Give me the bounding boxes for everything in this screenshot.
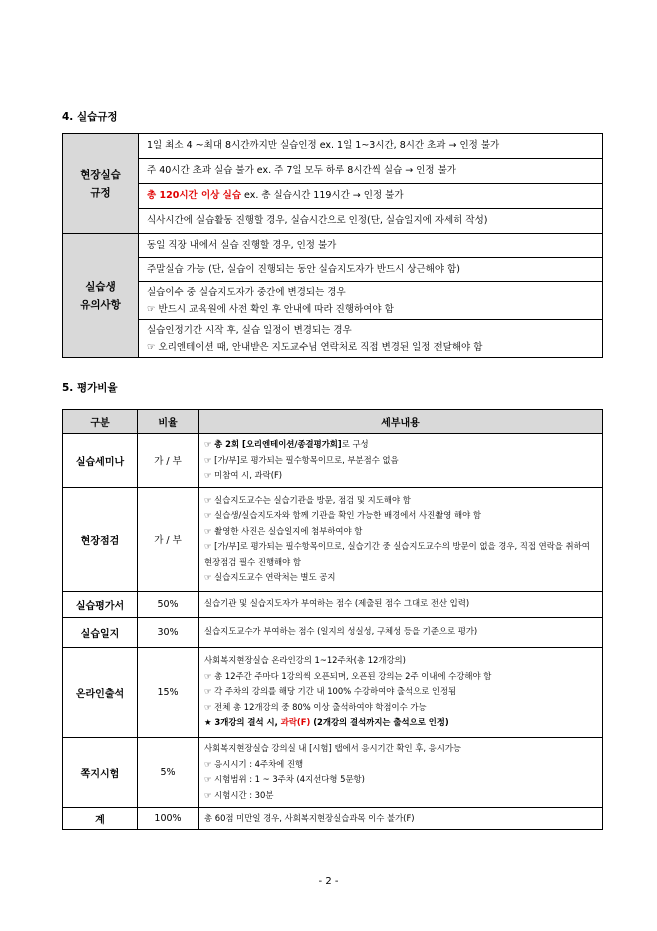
detail-line: ☞ [가/부]로 평가되는 필수항목이므로, 부분점수 없음 [204, 454, 399, 465]
rules-category-line2: 유의사항 [80, 298, 121, 311]
eval-name: 현장점검 [63, 487, 138, 591]
detail-red: 과락(F) [280, 717, 311, 728]
detail-line: ☞ 실습지도교수 연락처는 별도 공지 [204, 572, 336, 582]
detail-line: 실습기관 및 실습지도자가 부여하는 점수 (제출된 점수 그대로 전산 입력) [204, 598, 470, 609]
detail-line: ☞ 미참여 시, 과락(F) [204, 470, 283, 480]
rule-item-highlight: 총 120시간 이상 실습 [147, 190, 241, 201]
detail-line [204, 715, 597, 731]
detail-suffix: 로 구성 [341, 439, 369, 449]
rule-item: 1일 최소 4 ~최대 8시간까지만 실습인정 ex. 1일 1~3시간, 8시간 초과 → 인정 불가 [139, 134, 603, 159]
section4-title: 4. 실습규정 [62, 111, 118, 123]
eval-details [199, 591, 603, 617]
detail-line: 총 60점 미만일 경우, 사회복지현장실습과목 이수 불가(F) [204, 812, 415, 823]
practice-rules-table [62, 133, 603, 358]
rules-category-line2: 규정 [90, 186, 111, 199]
rule-item [139, 184, 603, 209]
eval-details [199, 434, 603, 488]
rule-item-rest: ex. 총 실습시간 119시간 → 인정 불가 [241, 190, 404, 201]
eval-ratio: 가 / 부 [138, 487, 199, 591]
rules-category-cell [63, 134, 139, 234]
rule-item-line: ☞ 반드시 교육원에 사전 확인 후 안내에 따라 진행하여야 함 [147, 303, 394, 315]
rule-item: 동일 직장 내에서 실습 진행할 경우, 인정 불가 [139, 234, 603, 258]
detail-bold: 총 2회 [오리엔테이션/종결평가회] [214, 439, 342, 449]
detail-prefix: ★ 3개강의 결석 시, [204, 717, 281, 728]
eval-ratio: 가 / 부 [138, 434, 199, 488]
rule-item: 주말실습 가능 (단, 실습이 진행되는 동안 실습지도자가 반드시 상근해야 함) [139, 258, 603, 282]
eval-details [199, 617, 603, 647]
rules-category-line1: 현장실습 [80, 168, 121, 181]
eval-ratio: 15% [138, 647, 199, 737]
detail-line: ☞ 응시시기 : 4주차에 진행 [204, 758, 304, 769]
section5-title: 5. 평가비율 [62, 382, 118, 394]
detail-suffix: (2개강의 결석까지는 출석으로 인정) [310, 717, 449, 728]
rules-category-line1: 실습생 [85, 280, 116, 293]
eval-ratio: 100% [138, 807, 199, 830]
rule-item-line: 실습인정기간 시작 후, 실습 일정이 변경되는 경우 [147, 324, 352, 336]
detail-line: ☞ 실습지도교수는 실습기관을 방문, 점검 및 지도해야 함 [204, 494, 411, 505]
rule-item: 식사시간에 실습활동 진행할 경우, 실습시간으로 인정(단, 실습일지에 자세히 작성) [139, 209, 603, 234]
header-category: 구분 [63, 410, 138, 434]
evaluation-ratio-table [62, 409, 603, 830]
detail-line: ☞ 시험범위 : 1 ~ 3주차 (4지선다형 5문항) [204, 774, 365, 784]
rule-item: 주 40시간 초과 실습 불가 ex. 주 7일 모두 하루 8시간씩 실습 → 인정 불가 [139, 159, 603, 184]
eval-details [199, 737, 603, 807]
detail-line: ☞ [가/부]로 평가되는 필수항목이므로, 실습기간 중 실습지도교수의 방문이 없을 경우, 직접 연락을 취하여 현장점검 필수 진행해야 함 [204, 541, 590, 567]
eval-name: 실습세미나 [63, 434, 138, 488]
eval-ratio: 30% [138, 617, 199, 647]
detail-line [204, 437, 597, 453]
eval-name: 실습평가서 [63, 591, 138, 617]
rule-item [139, 282, 603, 320]
rules-category-cell [63, 234, 139, 358]
detail-line: ☞ 실습생/실습지도자와 함께 기관을 확인 가능한 배경에서 사진촬영 해야 함 [204, 510, 481, 520]
header-ratio: 비율 [138, 410, 199, 434]
eval-name: 계 [63, 807, 138, 830]
rule-item [139, 320, 603, 358]
eval-name: 온라인출석 [63, 647, 138, 737]
eval-name: 실습일지 [63, 617, 138, 647]
detail-line: 사회복지현장실습 온라인강의 1~12주차(총 12개강의) [204, 655, 406, 666]
eval-ratio: 5% [138, 737, 199, 807]
detail-line: ☞ 총 12주간 주마다 1강의씩 오픈되며, 오픈된 강의는 2주 이내에 수강해야 함 [204, 670, 492, 681]
detail-line: 사회복지현장실습 강의실 내 [시험] 탭에서 응시기간 확인 후, 응시가능 [204, 743, 462, 753]
detail-line: 실습지도교수가 부여하는 점수 (일지의 성실성, 구체성 등을 기준으로 평가) [204, 626, 478, 637]
detail-prefix: ☞ [204, 439, 215, 449]
eval-details [199, 807, 603, 830]
detail-line: ☞ 전체 총 12개강의 중 80% 이상 출석하여야 학점이수 가능 [204, 701, 427, 712]
eval-details [199, 647, 603, 737]
detail-line: ☞ 촬영한 사진은 실습일지에 첨부하여야 함 [204, 525, 363, 536]
page-number: - 2 - [318, 876, 339, 887]
rule-item-line: 실습이수 중 실습지도자가 중간에 변경되는 경우 [147, 286, 346, 298]
detail-line: ☞ 시험시간 : 30분 [204, 789, 274, 800]
eval-name: 쪽지시험 [63, 737, 138, 807]
eval-ratio: 50% [138, 591, 199, 617]
eval-details [199, 487, 603, 591]
detail-line: ☞ 각 주차의 강의를 해당 기간 내 100% 수강하여야 출석으로 인정됨 [204, 686, 457, 697]
header-details: 세부내용 [199, 410, 603, 434]
rule-item-line: ☞ 오리엔테이션 때, 안내받은 지도교수님 연락처로 직접 변경된 일정 전달해야 함 [147, 341, 483, 353]
